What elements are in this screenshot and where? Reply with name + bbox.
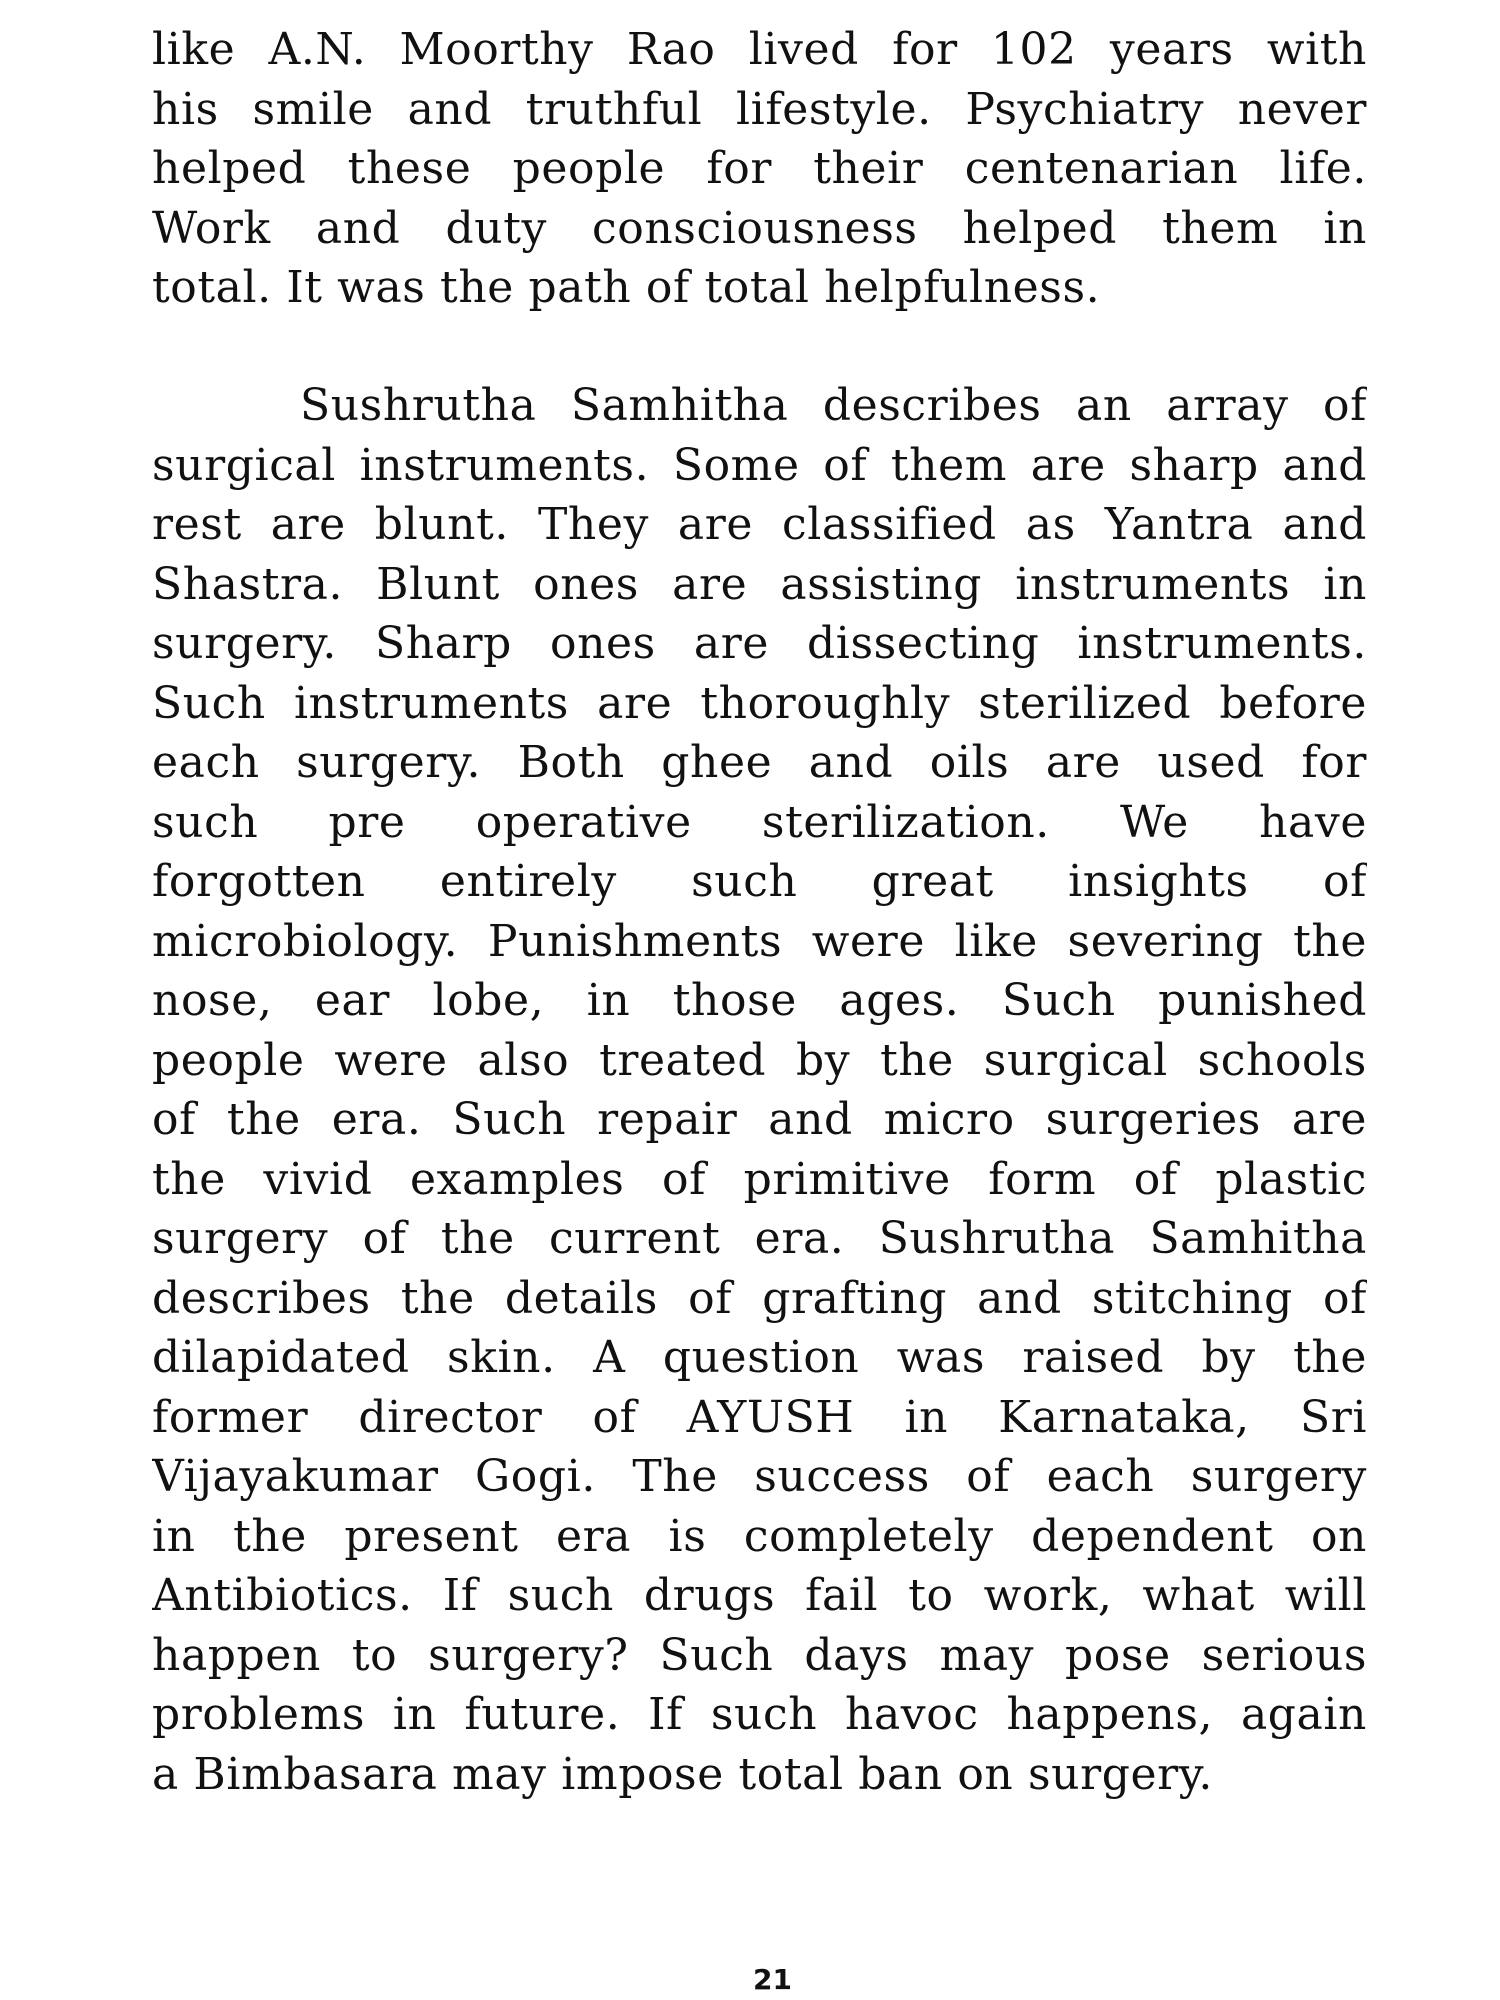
paragraph-2 — [152, 376, 1367, 1804]
paragraph-line: former director of AYUSH in Karnataka, Sri — [152, 1391, 1367, 1443]
paragraph-line: helped these people for their centenarian life. — [152, 143, 1367, 194]
paragraph-line: Antibiotics. If such drugs fail to work, what will — [152, 1570, 1367, 1621]
paragraph-line: the vivid examples of primitive form of plastic — [152, 1153, 1367, 1205]
paragraph-line: such pre operative sterilization. We have — [152, 796, 1367, 848]
paragraph-line: each surgery. Both ghee and oils are used for — [152, 737, 1367, 788]
paragraph-line: in the present era is completely dependent on — [152, 1510, 1367, 1562]
paragraph-line: microbiology. Punishments were like severing the — [152, 915, 1367, 967]
paragraph-line: surgical instruments. Some of them are sharp and — [152, 439, 1367, 491]
paragraph-line: Such instruments are thoroughly sterilized before — [152, 677, 1367, 729]
paragraph-line: a Bimbasara may impose total ban on surgery. — [152, 1748, 1213, 1800]
paragraph-line: people were also treated by the surgical schools — [152, 1034, 1367, 1086]
paragraph-line: problems in future. If such havoc happens, again — [152, 1689, 1367, 1740]
paragraph-line: surgery. Sharp ones are dissecting instruments. — [152, 618, 1367, 669]
paragraph-line: surgery of the current era. Sushrutha Samhitha — [152, 1213, 1367, 1264]
paragraph-line: Vijayakumar Gogi. The success of each surgery — [152, 1451, 1367, 1502]
paragraph-line: rest are blunt. They are classified as Yantra and — [152, 499, 1367, 550]
page-number: 21 — [753, 1963, 792, 1996]
paragraph-1 — [152, 20, 1367, 318]
paragraph-line: like A.N. Moorthy Rao lived for 102 years with — [152, 24, 1367, 75]
paragraph-line: Shastra. Blunt ones are assisting instruments in — [152, 558, 1367, 610]
paragraph-line: total. It was the path of total helpfulness. — [152, 262, 1101, 313]
paragraph-line: Sushrutha Samhitha describes an array of — [300, 380, 1367, 431]
paragraph-line: nose, ear lobe, in those ages. Such punished — [152, 975, 1367, 1026]
paragraph-line: describes the details of grafting and stitching of — [152, 1272, 1367, 1324]
paragraph-line: dilapidated skin. A question was raised by the — [152, 1332, 1367, 1383]
paragraph-line: Work and duty consciousness helped them in — [152, 202, 1367, 254]
paragraph-line: of the era. Such repair and micro surgeries are — [152, 1094, 1367, 1145]
paragraph-line: his smile and truthful lifestyle. Psychiatry never — [152, 83, 1367, 135]
paragraph-line: forgotten entirely such great insights of — [152, 856, 1367, 907]
paragraph-line: happen to surgery? Such days may pose serious — [152, 1629, 1367, 1681]
